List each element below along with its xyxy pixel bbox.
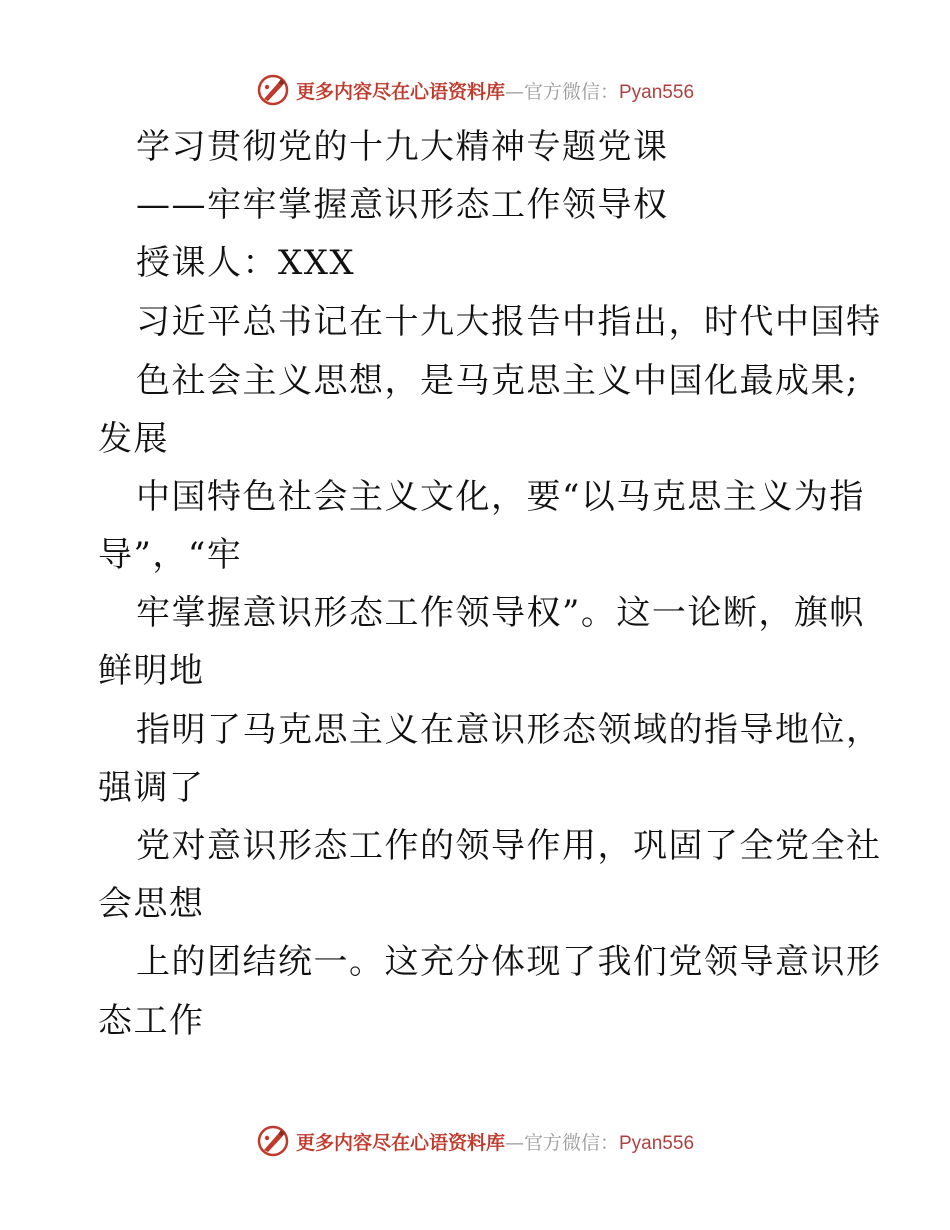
- watermark-sub-text: 官方微信：: [523, 1131, 619, 1154]
- watermark-main-text: 更多内容尽在心语资料库: [295, 80, 505, 103]
- body-line: 导”，“牢: [98, 535, 243, 575]
- body-line: 色社会主义思想，是马克思主义中国化最成果;: [136, 361, 859, 401]
- body-line: 鲜明地: [98, 651, 205, 691]
- document-title: 学习贯彻党的十九大精神专题党课: [136, 127, 669, 167]
- body-line: 发展: [98, 419, 169, 459]
- body-line: 党对意识形态工作的领导作用，巩固了全党全社: [136, 826, 882, 866]
- document-subtitle: ——牢牢掌握意识形态工作领导权: [136, 185, 669, 225]
- watermark-wechat-id: Pyan556: [619, 1132, 695, 1154]
- body-line: 指明了马克思主义在意识形态领域的指导地位，: [136, 710, 882, 750]
- watermark-main-text: 更多内容尽在心语资料库: [295, 1131, 505, 1154]
- body-line: 强调了: [98, 768, 205, 808]
- body-line: 上的团结统一。这充分体现了我们党领导意识形: [136, 942, 882, 982]
- watermark-dash: —: [504, 1131, 524, 1154]
- footer-watermark: [0, 1121, 950, 1161]
- body-line: 习近平总书记在十九大报告中指出，时代中国特: [136, 302, 882, 342]
- pen-circle-logo-icon: [256, 73, 290, 107]
- body-line: 中国特色社会主义文化，要“以马克思主义为指: [136, 477, 865, 517]
- header-watermark: [0, 70, 950, 110]
- body-line: 牢掌握意识形态工作领导权”。这一论断，旗帜: [136, 593, 865, 633]
- watermark-sub-text: 官方微信：: [523, 80, 619, 103]
- watermark-dash: —: [504, 80, 524, 103]
- body-line: 态工作: [98, 1001, 205, 1041]
- body-line: 会思想: [98, 884, 205, 924]
- lecturer-line: 授课人：XXX: [136, 243, 356, 283]
- watermark-wechat-id: Pyan556: [619, 81, 695, 103]
- pen-circle-logo-icon: [256, 1124, 290, 1158]
